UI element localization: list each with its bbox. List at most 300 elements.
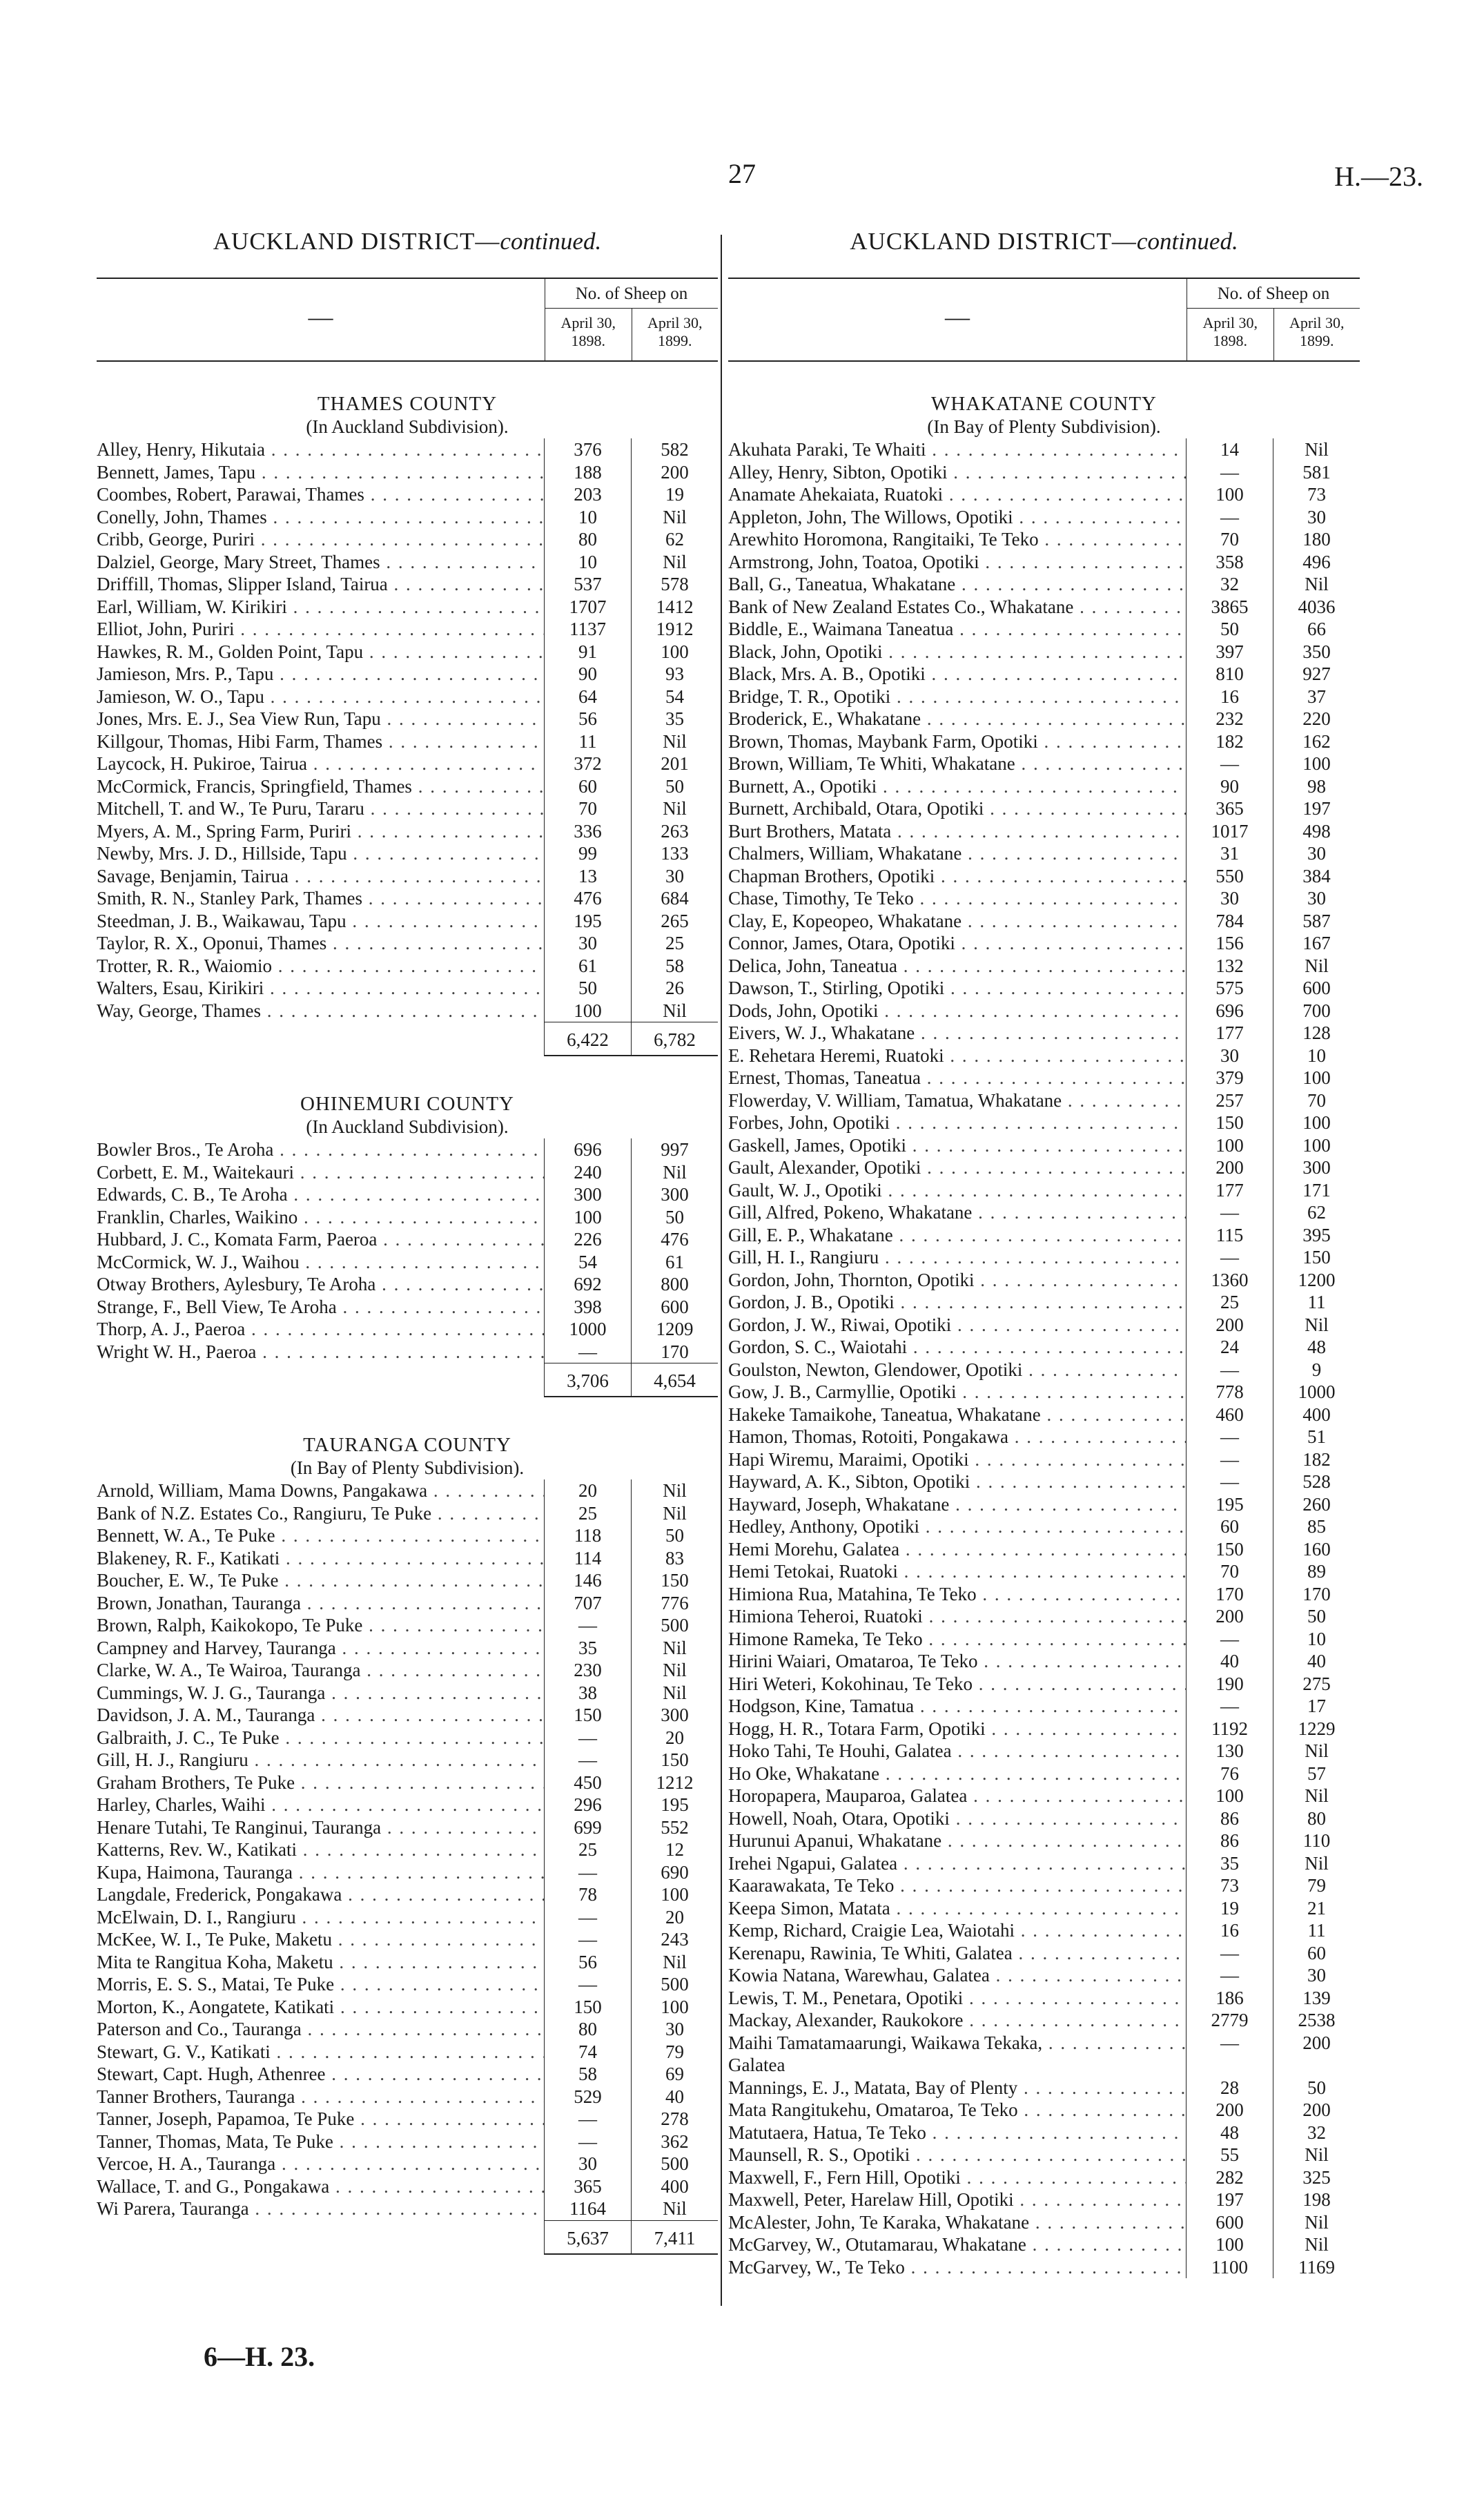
- table-row: [728, 820, 1360, 843]
- table-row: [97, 461, 718, 484]
- table-row: [728, 483, 1360, 506]
- table-row: [728, 1224, 1360, 1247]
- sheep-1899: 1229: [1273, 1718, 1360, 1740]
- table-row: [728, 910, 1360, 933]
- table-row: [97, 955, 718, 978]
- sheep-1898: —: [544, 1973, 631, 1996]
- sheep-1898: 30: [544, 2153, 631, 2175]
- owner-name: Paterson and Co., Tauranga . . .: [97, 2018, 544, 2041]
- table-row: [97, 1816, 718, 1839]
- sheep-1898: 55: [1186, 2144, 1273, 2166]
- sheep-1899: 83: [631, 1547, 718, 1570]
- table-row: [728, 2032, 1360, 2055]
- sheep-1898: 100: [1186, 2233, 1273, 2256]
- owner-name: Wright W. H., Paeroa . . .: [97, 1341, 544, 1363]
- sheep-1898: 197: [1186, 2188, 1273, 2211]
- sheep-1898: 60: [1186, 1515, 1273, 1538]
- table-row: [97, 1883, 718, 1906]
- table-row: [97, 2153, 718, 2175]
- owner-name: Appleton, John, The Willows, Opotiki . . .: [728, 506, 1186, 529]
- owner-name: Maihi Tamatamaarungi, Waikawa Tekaka, . . .: [728, 2032, 1186, 2055]
- owner-name: Myers, A. M., Spring Farm, Puriri . . .: [97, 820, 544, 843]
- table-row: [728, 663, 1360, 686]
- sheep-1899: 150: [631, 1569, 718, 1592]
- owner-name: Dalziel, George, Mary Street, Thames . . .: [97, 551, 544, 574]
- sheep-1898: 397: [1186, 641, 1273, 663]
- table-row: [728, 1583, 1360, 1606]
- table-row: [97, 1861, 718, 1884]
- sheep-1899: 582: [631, 438, 718, 461]
- sheep-1898: 692: [544, 1273, 631, 1296]
- sheep-1898: —: [1186, 1201, 1273, 1224]
- subdivision-label: (In Auckland Subdivision).: [306, 1116, 509, 1137]
- table-row: [97, 1996, 718, 2019]
- sheep-1898: 810: [1186, 663, 1273, 686]
- owner-name: Taylor, R. X., Oponui, Thames . . .: [97, 932, 544, 955]
- table-row: [728, 2122, 1360, 2144]
- table-row: [728, 686, 1360, 708]
- sheep-1899: [1273, 2054, 1360, 2077]
- owner-name: McCormick, W. J., Waihou . . .: [97, 1251, 544, 1274]
- table-row: [728, 528, 1360, 551]
- sheep-1898: 73: [1186, 1874, 1273, 1897]
- owner-name: Davidson, J. A. M., Tauranga . . .: [97, 1704, 544, 1727]
- sheep-1899: 263: [631, 820, 718, 843]
- sheep-1899: 200: [631, 461, 718, 484]
- sheep-1898: 200: [1186, 1156, 1273, 1179]
- owner-name: Hogg, H. R., Totara Farm, Opotiki . . .: [728, 1718, 1186, 1740]
- sheep-1898: 114: [544, 1547, 631, 1570]
- sheep-1898: 778: [1186, 1381, 1273, 1404]
- sheep-1898: 16: [1186, 1919, 1273, 1942]
- sheep-1899: 20: [631, 1727, 718, 1749]
- total-1898: 3,706: [544, 1363, 631, 1397]
- sheep-1899: 70: [1273, 1089, 1360, 1112]
- sheep-1898: 64: [544, 686, 631, 708]
- table-row: [728, 1111, 1360, 1134]
- header-col-1899: April 30, 1899.: [632, 309, 719, 360]
- sheep-1898: 575: [1186, 977, 1273, 1000]
- sheep-1899: 260: [1273, 1493, 1360, 1516]
- left-table-header: [97, 278, 718, 362]
- table-row: [728, 461, 1360, 484]
- owner-name: Gordon, S. C., Waiotahi . . .: [728, 1336, 1186, 1359]
- header-group-label: No. of Sheep on: [545, 279, 718, 309]
- owner-name: Ho Oke, Whakatane . . .: [728, 1763, 1186, 1785]
- sheep-1899: 1412: [631, 596, 718, 619]
- owner-name: Bennett, James, Tapu . . .: [97, 461, 544, 484]
- sheep-1898: —: [1186, 1448, 1273, 1471]
- header-dash: —: [945, 303, 970, 331]
- owner-name: Kowia Natana, Warewhau, Galatea . . .: [728, 1964, 1186, 1987]
- sheep-1898: 100: [544, 1206, 631, 1229]
- table-row: [97, 797, 718, 820]
- table-row: [728, 730, 1360, 753]
- sheep-1899: 200: [1273, 2032, 1360, 2055]
- owner-name: Irehei Ngapui, Galatea . . .: [728, 1852, 1186, 1875]
- table-row: [728, 1067, 1360, 1089]
- sheep-1899: 476: [631, 1228, 718, 1251]
- table-row: [728, 1874, 1360, 1897]
- sheep-1898: 130: [1186, 1740, 1273, 1763]
- table-row: [728, 2188, 1360, 2211]
- sheep-1899: 40: [1273, 1650, 1360, 1673]
- owner-name: Bank of New Zealand Estates Co., Whakatane . . .: [728, 596, 1186, 619]
- sheep-1898: 226: [544, 1228, 631, 1251]
- sheep-1898: —: [544, 1341, 631, 1363]
- table-row: [97, 1569, 718, 1592]
- sheep-1899: 110: [1273, 1829, 1360, 1852]
- sheep-1898: 10: [544, 551, 631, 574]
- sheep-1899: 93: [631, 663, 718, 686]
- table-row: [728, 2211, 1360, 2234]
- sheep-1899: 170: [631, 1341, 718, 1363]
- owner-name: McKee, W. I., Te Puke, Maketu . . .: [97, 1928, 544, 1951]
- sheep-1898: 379: [1186, 1067, 1273, 1089]
- owner-name: Delica, John, Taneatua . . .: [728, 955, 1186, 978]
- sheep-1898: 132: [1186, 955, 1273, 978]
- sheep-1898: 3865: [1186, 596, 1273, 619]
- owner-name: Akuhata Paraki, Te Whaiti . . .: [728, 438, 1186, 461]
- owner-name: Hayward, Joseph, Whakatane . . .: [728, 1493, 1186, 1516]
- table-row: [728, 1000, 1360, 1022]
- sheep-1898: 376: [544, 438, 631, 461]
- sheep-1899: 160: [1273, 1538, 1360, 1561]
- table-row: [728, 1089, 1360, 1112]
- sheep-1898: 1100: [1186, 2256, 1273, 2279]
- owner-name: McGarvey, W., Otutamarau, Whakatane . . .: [728, 2233, 1186, 2256]
- sheep-1898: —: [544, 1928, 631, 1951]
- table-row: [728, 2256, 1360, 2279]
- table-row: [728, 1404, 1360, 1426]
- sheep-1899: 30: [631, 865, 718, 888]
- sheep-1899: 30: [1273, 506, 1360, 529]
- owner-name: Forbes, John, Opotiki . . .: [728, 1111, 1186, 1134]
- sheep-1899: 300: [1273, 1156, 1360, 1179]
- owner-name: Mita te Rangitua Koha, Maketu . . .: [97, 1951, 544, 1974]
- sheep-1899: Nil: [1273, 1785, 1360, 1807]
- sheep-1899: 20: [631, 1906, 718, 1929]
- sheep-1899: 300: [631, 1704, 718, 1727]
- sheep-1898: —: [1186, 1359, 1273, 1381]
- sheep-1898: 146: [544, 1569, 631, 1592]
- owner-name: Alley, Henry, Sibton, Opotiki . . .: [728, 461, 1186, 484]
- sheep-1899: Nil: [1273, 2144, 1360, 2166]
- owner-name: Himiona Rua, Matahina, Te Teko . . .: [728, 1583, 1186, 1606]
- sheep-1898: 230: [544, 1659, 631, 1682]
- sheep-1898: 200: [1186, 2099, 1273, 2122]
- sheep-1898: 365: [1186, 797, 1273, 820]
- table-row: [728, 1493, 1360, 1516]
- sheep-1898: —: [1186, 461, 1273, 484]
- header-col-1898: April 30, 1898.: [1202, 314, 1258, 349]
- owner-name: Hemi Morehu, Galatea . . .: [728, 1538, 1186, 1561]
- table-row: [97, 1794, 718, 1816]
- sheep-1898: 48: [1186, 2122, 1273, 2144]
- owner-name: Gill, H. J., Rangiuru . . .: [97, 1749, 544, 1771]
- owner-name: Henare Tutahi, Te Ranginui, Tauranga . . .: [97, 1816, 544, 1839]
- sheep-1899: Nil: [1273, 573, 1360, 596]
- owner-name: Mackay, Alexander, Raukokore . . .: [728, 2009, 1186, 2032]
- sheep-1898: 336: [544, 820, 631, 843]
- table-row: [97, 686, 718, 708]
- right-table-header: [728, 278, 1360, 362]
- sheep-1898: 232: [1186, 708, 1273, 730]
- table-row: [728, 1897, 1360, 1920]
- owner-name: Hemi Tetokai, Ruatoki . . .: [728, 1560, 1186, 1583]
- sheep-1899: 362: [631, 2130, 718, 2153]
- table-row: [728, 1538, 1360, 1561]
- table-row: [97, 1296, 718, 1319]
- header-col-1898: April 30, 1898.: [560, 314, 616, 349]
- sheep-1898: 600: [1186, 2211, 1273, 2234]
- sheep-1898: 40: [1186, 1650, 1273, 1673]
- table-row: [728, 797, 1360, 820]
- table-row: [97, 2175, 718, 2198]
- owner-name: Savage, Benjamin, Tairua . . .: [97, 865, 544, 888]
- sheep-1898: 699: [544, 1816, 631, 1839]
- table-row: [97, 1749, 718, 1771]
- sheep-1899: 61: [631, 1251, 718, 1274]
- owner-name: Maxwell, F., Fern Hill, Opotiki . . .: [728, 2166, 1186, 2189]
- sheep-1898: 100: [1186, 1134, 1273, 1157]
- owner-name: Newby, Mrs. J. D., Hillside, Tapu . . .: [97, 842, 544, 865]
- owner-name: Otway Brothers, Aylesbury, Te Aroha . . .: [97, 1273, 544, 1296]
- table-row: [97, 1928, 718, 1951]
- owner-name: Hurunui Apanui, Whakatane . . .: [728, 1829, 1186, 1852]
- owner-name: Brown, Thomas, Maybank Farm, Opotiki . . .: [728, 730, 1186, 753]
- sheep-1898: —: [1186, 506, 1273, 529]
- table-row: [97, 1771, 718, 1794]
- sheep-1899: Nil: [631, 1161, 718, 1184]
- sheep-1898: 80: [544, 2018, 631, 2041]
- owner-name: Flowerday, V. William, Tamatua, Whakatane . . .: [728, 1089, 1186, 1112]
- owner-name: Strange, F., Bell View, Te Aroha . . .: [97, 1296, 544, 1319]
- sheep-1899: 552: [631, 1816, 718, 1839]
- table-row: [97, 820, 718, 843]
- table-row: [728, 1448, 1360, 1471]
- table-row: [97, 1659, 718, 1682]
- sheep-1899: 496: [1273, 551, 1360, 574]
- table-row: [728, 1763, 1360, 1785]
- table-row: [97, 2063, 718, 2086]
- sheep-1899: Nil: [1273, 955, 1360, 978]
- table-row: [728, 1628, 1360, 1651]
- sheep-1899: 200: [1273, 2099, 1360, 2122]
- left-table-body: [97, 362, 718, 2255]
- sheep-1899: 58: [631, 955, 718, 978]
- sheep-1898: 460: [1186, 1404, 1273, 1426]
- owner-name: Coombes, Robert, Parawai, Thames . . .: [97, 483, 544, 506]
- sheep-1899: 167: [1273, 932, 1360, 955]
- sheep-1899: 50: [1273, 1605, 1360, 1628]
- table-row: [728, 2166, 1360, 2189]
- table-row: [97, 1524, 718, 1547]
- owner-name: Jamieson, Mrs. P., Tapu . . .: [97, 663, 544, 686]
- owner-name: Kupa, Haimona, Tauranga . . .: [97, 1861, 544, 1884]
- owner-name: Galatea: [728, 2055, 785, 2075]
- table-row: [97, 730, 718, 753]
- county-heading: THAMES COUNTY: [317, 393, 498, 415]
- owner-name: Boucher, E. W., Te Puke . . .: [97, 1569, 544, 1592]
- sheep-1898: 170: [1186, 1583, 1273, 1606]
- owner-name: Gill, E. P., Whakatane . . .: [728, 1224, 1186, 1247]
- sheep-1898: 13: [544, 865, 631, 888]
- sheep-1898: 195: [544, 910, 631, 933]
- table-row: [97, 753, 718, 775]
- sheep-1899: 197: [1273, 797, 1360, 820]
- table-row: [728, 1964, 1360, 1987]
- table-row: [97, 1206, 718, 1229]
- sheep-1898: 86: [1186, 1829, 1273, 1852]
- owner-name: Brown, Jonathan, Tauranga . . .: [97, 1592, 544, 1615]
- table-row: [728, 1605, 1360, 1628]
- sheep-1899: 85: [1273, 1515, 1360, 1538]
- sheep-1899: 62: [1273, 1201, 1360, 1224]
- sheep-1899: 180: [1273, 528, 1360, 551]
- sheep-1898: —: [544, 2108, 631, 2130]
- sheep-1899: 528: [1273, 1470, 1360, 1493]
- sheep-1899: 89: [1273, 1560, 1360, 1583]
- sheep-1898: —: [544, 1614, 631, 1637]
- sheep-1899: 1212: [631, 1771, 718, 1794]
- sheep-1899: Nil: [631, 1682, 718, 1705]
- sheep-1898: 50: [1186, 618, 1273, 641]
- sheep-1898: 61: [544, 955, 631, 978]
- owner-name: Hakeke Tamaikohe, Taneatua, Whakatane . . .: [728, 1404, 1186, 1426]
- sheep-1899: 500: [631, 1973, 718, 1996]
- sheep-1899: 600: [631, 1296, 718, 1319]
- table-row: [97, 932, 718, 955]
- sheep-1899: 150: [631, 1749, 718, 1771]
- sheep-1898: 78: [544, 1883, 631, 1906]
- sheep-1899: 800: [631, 1273, 718, 1296]
- owner-name: Ball, G., Taneatua, Whakatane . . .: [728, 573, 1186, 596]
- sheep-1898: 50: [544, 977, 631, 1000]
- owner-name: Wi Parera, Tauranga . . .: [97, 2197, 544, 2220]
- total-1899: 4,654: [631, 1363, 718, 1397]
- sheep-1899: 500: [631, 1614, 718, 1637]
- table-row: [97, 1973, 718, 1996]
- owner-name: Jamieson, W. O., Tapu . . .: [97, 686, 544, 708]
- sheep-1898: 358: [1186, 551, 1273, 574]
- sheep-1899: 10: [1273, 1628, 1360, 1651]
- table-row: [728, 1201, 1360, 1224]
- owner-name: Hayward, A. K., Sibton, Opotiki . . .: [728, 1470, 1186, 1493]
- table-row: [97, 1341, 718, 1363]
- table-row: [728, 506, 1360, 529]
- owner-name: Kerenapu, Rawinia, Te Whiti, Galatea . . .: [728, 1942, 1186, 1965]
- table-row: [97, 596, 718, 619]
- table-row: [97, 438, 718, 461]
- sheep-1899: Nil: [631, 730, 718, 753]
- owner-name: Hawkes, R. M., Golden Point, Tapu . . .: [97, 641, 544, 663]
- owner-name: Franklin, Charles, Waikino . . .: [97, 1206, 544, 1229]
- sheep-1899: 581: [1273, 461, 1360, 484]
- sheep-1899: Nil: [1273, 2211, 1360, 2234]
- owner-name: Mannings, E. J., Matata, Bay of Plenty . . .: [728, 2077, 1186, 2099]
- sheep-1898: 1164: [544, 2197, 631, 2220]
- sheep-1898: 91: [544, 641, 631, 663]
- owner-name: Killgour, Thomas, Hibi Farm, Thames . . .: [97, 730, 544, 753]
- sheep-1899: 32: [1273, 2122, 1360, 2144]
- table-row: [728, 1919, 1360, 1942]
- owner-name: Mitchell, T. and W., Te Puru, Tararu . . .: [97, 797, 544, 820]
- owner-name: Clay, E, Kopeopeo, Whakatane . . .: [728, 910, 1186, 933]
- sheep-1898: 32: [1186, 573, 1273, 596]
- sheep-1899: 776: [631, 1592, 718, 1615]
- sheep-1899: Nil: [1273, 438, 1360, 461]
- table-row: [97, 1637, 718, 1660]
- sheep-1899: 50: [1273, 2077, 1360, 2099]
- total-row: [97, 1022, 718, 1056]
- table-row: [97, 2130, 718, 2153]
- table-row: [97, 1183, 718, 1206]
- sheep-1899: 182: [1273, 1448, 1360, 1471]
- sheep-1898: 550: [1186, 865, 1273, 888]
- owner-name: Tanner, Joseph, Papamoa, Te Puke . . .: [97, 2108, 544, 2130]
- sheep-1898: —: [1186, 1695, 1273, 1718]
- table-row: [97, 663, 718, 686]
- owner-name: Hodgson, Kine, Tamatua . . .: [728, 1695, 1186, 1718]
- table-row: [97, 1273, 718, 1296]
- owner-name: Tanner Brothers, Tauranga . . .: [97, 2086, 544, 2108]
- table-row: [97, 1479, 718, 1502]
- sheep-1899: 300: [631, 1183, 718, 1206]
- sheep-1899: 927: [1273, 663, 1360, 686]
- owner-name: Thorp, A. J., Paeroa . . .: [97, 1318, 544, 1341]
- table-row: [728, 1291, 1360, 1314]
- sheep-1899: Nil: [631, 797, 718, 820]
- table-row: [728, 1942, 1360, 1965]
- table-row: [728, 1314, 1360, 1337]
- sheep-1899: 600: [1273, 977, 1360, 1000]
- sheep-1899: 684: [631, 887, 718, 910]
- table-row: [97, 2197, 718, 2220]
- table-row: [728, 1359, 1360, 1381]
- sheep-1898: 398: [544, 1296, 631, 1319]
- sheep-1898: —: [1186, 1964, 1273, 1987]
- sheep-1898: —: [1186, 1942, 1273, 1965]
- sheep-1898: 38: [544, 1682, 631, 1705]
- sheep-1898: 529: [544, 2086, 631, 2108]
- table-row: [728, 1045, 1360, 1067]
- table-row: [728, 1179, 1360, 1202]
- sheep-1899: 80: [1273, 1807, 1360, 1830]
- owner-name: Keepa Simon, Matata . . .: [728, 1897, 1186, 1920]
- table-row: [97, 2108, 718, 2130]
- sheep-1898: 56: [544, 708, 631, 730]
- table-row: [97, 528, 718, 551]
- sheep-1898: 300: [544, 1183, 631, 1206]
- sheep-1898: 56: [544, 1951, 631, 1974]
- sheep-1898: 100: [544, 1000, 631, 1022]
- table-row: [728, 2077, 1360, 2099]
- sheep-1898: 1360: [1186, 1269, 1273, 1292]
- sheep-1899: Nil: [631, 1479, 718, 1502]
- table-row: [728, 551, 1360, 574]
- table-row: [97, 2041, 718, 2064]
- sheep-1899: 1912: [631, 618, 718, 641]
- sheep-1899: Nil: [631, 1659, 718, 1682]
- sheep-1899: Nil: [631, 551, 718, 574]
- table-row: [728, 1156, 1360, 1179]
- sheep-1898: 282: [1186, 2166, 1273, 2189]
- table-row: [728, 1718, 1360, 1740]
- sheep-1898: 257: [1186, 1089, 1273, 1112]
- table-row: [97, 775, 718, 798]
- total-1898: 6,422: [544, 1022, 631, 1056]
